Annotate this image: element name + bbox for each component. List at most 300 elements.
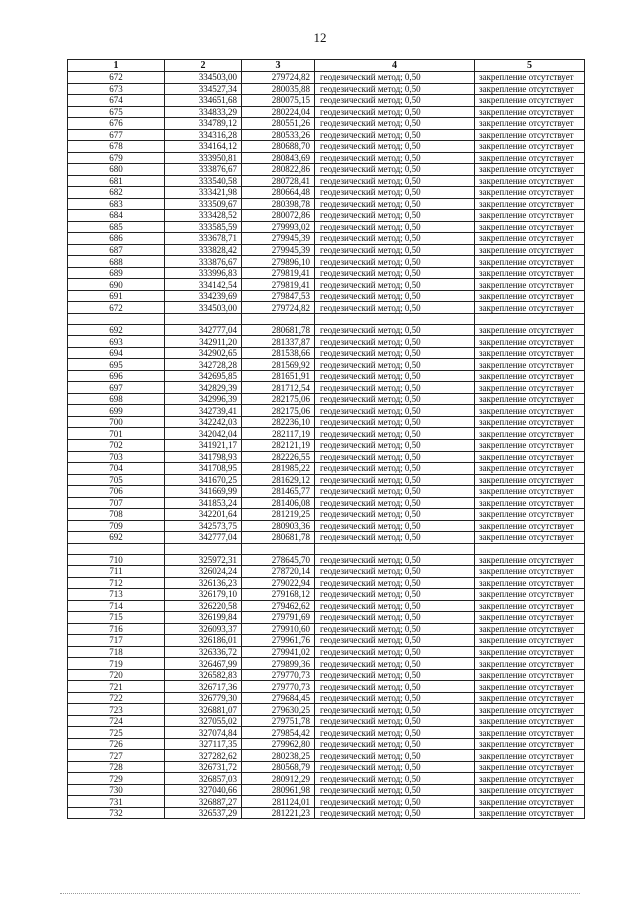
y-coordinate-cell: 280238,25 <box>242 750 315 762</box>
fixation-cell: закрепление отсутствует <box>475 784 585 796</box>
y-coordinate-cell: 281219,25 <box>242 509 315 521</box>
y-coordinate-cell: 279022,94 <box>242 577 315 589</box>
method-cell: геодезический метод; 0,50 <box>315 347 475 359</box>
fixation-cell: закрепление отсутствует <box>475 554 585 566</box>
point-number-cell: 692 <box>68 532 165 544</box>
y-coordinate-cell: 281985,22 <box>242 463 315 475</box>
table-row <box>68 681 585 693</box>
x-coordinate-cell: 342242,03 <box>165 416 242 428</box>
point-number-cell: 729 <box>68 773 165 785</box>
point-number-cell: 678 <box>68 141 165 153</box>
table-row <box>68 187 585 199</box>
point-number-cell: 672 <box>68 72 165 84</box>
fixation-cell: закрепление отсутствует <box>475 221 585 233</box>
x-coordinate-cell: 342829,39 <box>165 382 242 394</box>
method-cell: геодезический метод; 0,50 <box>315 807 475 819</box>
method-cell: геодезический метод; 0,50 <box>315 336 475 348</box>
fixation-cell: закрепление отсутствует <box>475 359 585 371</box>
table-row <box>68 554 585 566</box>
table-row <box>68 463 585 475</box>
point-number-cell: 715 <box>68 612 165 624</box>
table-row <box>68 646 585 658</box>
table-row <box>68 727 585 739</box>
table-row <box>68 279 585 291</box>
table-row <box>68 623 585 635</box>
x-coordinate-cell: 333996,83 <box>165 267 242 279</box>
fixation-cell: закрепление отсутствует <box>475 463 585 475</box>
y-coordinate-cell: 280075,15 <box>242 95 315 107</box>
point-number-cell: 697 <box>68 382 165 394</box>
x-coordinate-cell: 333678,71 <box>165 233 242 245</box>
page-number: 12 <box>313 30 327 45</box>
method-cell: геодезический метод; 0,50 <box>315 152 475 164</box>
x-coordinate-cell: 326779,30 <box>165 692 242 704</box>
y-coordinate-cell: 279854,42 <box>242 727 315 739</box>
method-cell: геодезический метод; 0,50 <box>315 244 475 256</box>
fixation-cell: закрепление отсутствует <box>475 164 585 176</box>
y-coordinate-cell: 280398,78 <box>242 198 315 210</box>
x-coordinate-cell: 326857,03 <box>165 773 242 785</box>
point-number-cell: 685 <box>68 221 165 233</box>
x-coordinate-cell: 342911,20 <box>165 336 242 348</box>
table-row <box>68 612 585 624</box>
fixation-cell: закрепление отсутствует <box>475 198 585 210</box>
table-row <box>68 773 585 785</box>
y-coordinate-cell: 279168,12 <box>242 589 315 601</box>
x-coordinate-cell: 342902,65 <box>165 347 242 359</box>
point-number-cell: 700 <box>68 416 165 428</box>
table-row <box>68 72 585 84</box>
table-row <box>68 221 585 233</box>
method-cell: геодезический метод; 0,50 <box>315 750 475 762</box>
y-coordinate-cell: 282175,06 <box>242 405 315 417</box>
table-row <box>68 669 585 681</box>
table-row <box>68 486 585 498</box>
fixation-cell: закрепление отсутствует <box>475 600 585 612</box>
y-coordinate-cell: 281629,12 <box>242 474 315 486</box>
x-coordinate-cell: 342573,75 <box>165 520 242 532</box>
point-number-cell: 682 <box>68 187 165 199</box>
method-cell: геодезический метод; 0,50 <box>315 577 475 589</box>
point-number-cell: 701 <box>68 428 165 440</box>
x-coordinate-cell: 333540,58 <box>165 175 242 187</box>
fixation-cell: закрепление отсутствует <box>475 577 585 589</box>
y-coordinate-cell: 279770,73 <box>242 669 315 681</box>
method-cell: геодезический метод; 0,50 <box>315 727 475 739</box>
method-cell: геодезический метод; 0,50 <box>315 509 475 521</box>
method-cell: геодезический метод; 0,50 <box>315 370 475 382</box>
x-coordinate-cell: 326179,10 <box>165 589 242 601</box>
y-coordinate-cell: 280822,86 <box>242 164 315 176</box>
empty-cell <box>165 543 242 554</box>
point-number-cell: 716 <box>68 623 165 635</box>
x-coordinate-cell: 326024,24 <box>165 566 242 578</box>
table-row <box>68 336 585 348</box>
fixation-cell: закрепление отсутствует <box>475 715 585 727</box>
table-row <box>68 474 585 486</box>
table-row <box>68 152 585 164</box>
table-row <box>68 118 585 130</box>
method-cell: геодезический метод; 0,50 <box>315 290 475 302</box>
method-cell: геодезический метод; 0,50 <box>315 221 475 233</box>
x-coordinate-cell: 326093,37 <box>165 623 242 635</box>
point-number-cell: 728 <box>68 761 165 773</box>
point-number-cell: 707 <box>68 497 165 509</box>
fixation-cell: закрепление отсутствует <box>475 210 585 222</box>
x-coordinate-cell: 326582,83 <box>165 669 242 681</box>
table-row <box>68 439 585 451</box>
table-row <box>68 175 585 187</box>
y-coordinate-cell: 280681,78 <box>242 324 315 336</box>
x-coordinate-cell: 326881,07 <box>165 704 242 716</box>
method-cell: геодезический метод; 0,50 <box>315 324 475 336</box>
y-coordinate-cell: 279993,02 <box>242 221 315 233</box>
method-cell: геодезический метод; 0,50 <box>315 532 475 544</box>
table-row <box>68 589 585 601</box>
point-number-cell: 696 <box>68 370 165 382</box>
coordinates-table <box>67 59 585 819</box>
point-number-cell: 726 <box>68 738 165 750</box>
method-cell: геодезический метод; 0,50 <box>315 233 475 245</box>
x-coordinate-cell: 326220,58 <box>165 600 242 612</box>
table-row <box>68 324 585 336</box>
method-cell: геодезический метод; 0,50 <box>315 405 475 417</box>
x-coordinate-cell: 342996,39 <box>165 393 242 405</box>
method-cell: геодезический метод; 0,50 <box>315 83 475 95</box>
y-coordinate-cell: 280961,98 <box>242 784 315 796</box>
table-row <box>68 577 585 589</box>
table-row <box>68 382 585 394</box>
x-coordinate-cell: 333828,42 <box>165 244 242 256</box>
point-number-cell: 727 <box>68 750 165 762</box>
method-cell: геодезический метод; 0,50 <box>315 106 475 118</box>
table-row <box>68 106 585 118</box>
fixation-cell: закрепление отсутствует <box>475 129 585 141</box>
y-coordinate-cell: 278645,70 <box>242 554 315 566</box>
x-coordinate-cell: 326537,29 <box>165 807 242 819</box>
x-coordinate-cell: 342042,04 <box>165 428 242 440</box>
y-coordinate-cell: 279896,10 <box>242 256 315 268</box>
fixation-cell: закрепление отсутствует <box>475 324 585 336</box>
x-coordinate-cell: 327055,02 <box>165 715 242 727</box>
fixation-cell: закрепление отсутствует <box>475 244 585 256</box>
empty-cell <box>68 313 165 324</box>
table-row <box>68 704 585 716</box>
fixation-cell: закрепление отсутствует <box>475 658 585 670</box>
method-cell: геодезический метод; 0,50 <box>315 681 475 693</box>
fixation-cell: закрепление отсутствует <box>475 279 585 291</box>
method-cell: геодезический метод; 0,50 <box>315 497 475 509</box>
fixation-cell: закрепление отсутствует <box>475 681 585 693</box>
point-number-cell: 672 <box>68 302 165 314</box>
method-cell: геодезический метод; 0,50 <box>315 715 475 727</box>
fixation-cell: закрепление отсутствует <box>475 347 585 359</box>
y-coordinate-cell: 280843,69 <box>242 152 315 164</box>
x-coordinate-cell: 334503,00 <box>165 72 242 84</box>
method-cell: геодезический метод; 0,50 <box>315 393 475 405</box>
table-row <box>68 566 585 578</box>
point-number-cell: 687 <box>68 244 165 256</box>
fixation-cell: закрепление отсутствует <box>475 370 585 382</box>
y-coordinate-cell: 280035,88 <box>242 83 315 95</box>
y-coordinate-cell: 280533,26 <box>242 129 315 141</box>
table-row <box>68 416 585 428</box>
table-row <box>68 347 585 359</box>
y-coordinate-cell: 279724,82 <box>242 72 315 84</box>
x-coordinate-cell: 326731,72 <box>165 761 242 773</box>
table-row <box>68 715 585 727</box>
x-coordinate-cell: 326186,01 <box>165 635 242 647</box>
fixation-cell: закрепление отсутствует <box>475 187 585 199</box>
x-coordinate-cell: 333876,67 <box>165 256 242 268</box>
fixation-cell: закрепление отсутствует <box>475 336 585 348</box>
x-coordinate-cell: 334789,12 <box>165 118 242 130</box>
table-row <box>68 393 585 405</box>
point-number-cell: 692 <box>68 324 165 336</box>
x-coordinate-cell: 342777,04 <box>165 532 242 544</box>
method-cell: геодезический метод; 0,50 <box>315 554 475 566</box>
fixation-cell: закрепление отсутствует <box>475 738 585 750</box>
x-coordinate-cell: 341921,17 <box>165 439 242 451</box>
method-cell: геодезический метод; 0,50 <box>315 623 475 635</box>
table-row <box>68 405 585 417</box>
group-separator-row <box>68 313 585 324</box>
point-number-cell: 689 <box>68 267 165 279</box>
y-coordinate-cell: 281712,54 <box>242 382 315 394</box>
x-coordinate-cell: 326199,84 <box>165 612 242 624</box>
method-cell: геодезический метод; 0,50 <box>315 669 475 681</box>
x-coordinate-cell: 342695,85 <box>165 370 242 382</box>
fixation-cell: закрепление отсутствует <box>475 532 585 544</box>
x-coordinate-cell: 333585,59 <box>165 221 242 233</box>
x-coordinate-cell: 334503,00 <box>165 302 242 314</box>
fixation-cell: закрепление отсутствует <box>475 267 585 279</box>
point-number-cell: 690 <box>68 279 165 291</box>
point-number-cell: 694 <box>68 347 165 359</box>
point-number-cell: 673 <box>68 83 165 95</box>
fixation-cell: закрепление отсутствует <box>475 646 585 658</box>
y-coordinate-cell: 279462,62 <box>242 600 315 612</box>
x-coordinate-cell: 327282,62 <box>165 750 242 762</box>
x-coordinate-cell: 334527,34 <box>165 83 242 95</box>
fixation-cell: закрепление отсутствует <box>475 405 585 417</box>
x-coordinate-cell: 327117,35 <box>165 738 242 750</box>
x-coordinate-cell: 333421,98 <box>165 187 242 199</box>
method-cell: геодезический метод; 0,50 <box>315 416 475 428</box>
y-coordinate-cell: 279684,45 <box>242 692 315 704</box>
y-coordinate-cell: 279847,53 <box>242 290 315 302</box>
point-number-cell: 684 <box>68 210 165 222</box>
table-row <box>68 267 585 279</box>
empty-cell <box>315 313 475 324</box>
method-cell: геодезический метод; 0,50 <box>315 439 475 451</box>
y-coordinate-cell: 280224,04 <box>242 106 315 118</box>
y-coordinate-cell: 281337,87 <box>242 336 315 348</box>
fixation-cell: закрепление отсутствует <box>475 509 585 521</box>
x-coordinate-cell: 342201,64 <box>165 509 242 521</box>
y-coordinate-cell: 280072,86 <box>242 210 315 222</box>
method-cell: геодезический метод; 0,50 <box>315 463 475 475</box>
y-coordinate-cell: 279961,76 <box>242 635 315 647</box>
fixation-cell: закрепление отсутствует <box>475 692 585 704</box>
method-cell: геодезический метод; 0,50 <box>315 164 475 176</box>
fixation-cell: закрепление отсутствует <box>475 773 585 785</box>
method-cell: геодезический метод; 0,50 <box>315 279 475 291</box>
y-coordinate-cell: 279941,02 <box>242 646 315 658</box>
method-cell: геодезический метод; 0,50 <box>315 600 475 612</box>
x-coordinate-cell: 333428,52 <box>165 210 242 222</box>
point-number-cell: 719 <box>68 658 165 670</box>
fixation-cell: закрепление отсутствует <box>475 256 585 268</box>
table-row <box>68 256 585 268</box>
fixation-cell: закрепление отсутствует <box>475 727 585 739</box>
x-coordinate-cell: 341708,95 <box>165 463 242 475</box>
point-number-cell: 731 <box>68 796 165 808</box>
point-number-cell: 691 <box>68 290 165 302</box>
x-coordinate-cell: 327074,84 <box>165 727 242 739</box>
method-cell: геодезический метод; 0,50 <box>315 118 475 130</box>
method-cell: геодезический метод; 0,50 <box>315 646 475 658</box>
x-coordinate-cell: 334142,54 <box>165 279 242 291</box>
point-number-cell: 674 <box>68 95 165 107</box>
x-coordinate-cell: 341798,93 <box>165 451 242 463</box>
fixation-cell: закрепление отсутствует <box>475 175 585 187</box>
fixation-cell: закрепление отсутствует <box>475 233 585 245</box>
method-cell: геодезический метод; 0,50 <box>315 187 475 199</box>
empty-cell <box>242 543 315 554</box>
y-coordinate-cell: 279899,36 <box>242 658 315 670</box>
table-row <box>68 497 585 509</box>
x-coordinate-cell: 327040,66 <box>165 784 242 796</box>
point-number-cell: 676 <box>68 118 165 130</box>
fixation-cell: закрепление отсутствует <box>475 106 585 118</box>
column-header: 4 <box>315 60 475 72</box>
y-coordinate-cell: 280688,70 <box>242 141 315 153</box>
method-cell: геодезический метод; 0,50 <box>315 589 475 601</box>
point-number-cell: 693 <box>68 336 165 348</box>
x-coordinate-cell: 326887,27 <box>165 796 242 808</box>
table-row <box>68 784 585 796</box>
group-separator-row <box>68 543 585 554</box>
method-cell: геодезический метод; 0,50 <box>315 141 475 153</box>
method-cell: геодезический метод; 0,50 <box>315 784 475 796</box>
fixation-cell: закрепление отсутствует <box>475 520 585 532</box>
y-coordinate-cell: 281651,91 <box>242 370 315 382</box>
y-coordinate-cell: 279630,25 <box>242 704 315 716</box>
table-row <box>68 635 585 647</box>
column-header: 3 <box>242 60 315 72</box>
point-number-cell: 709 <box>68 520 165 532</box>
fixation-cell: закрепление отсутствует <box>475 566 585 578</box>
method-cell: геодезический метод; 0,50 <box>315 761 475 773</box>
empty-cell <box>475 543 585 554</box>
empty-cell <box>242 313 315 324</box>
point-number-cell: 702 <box>68 439 165 451</box>
fixation-cell: закрепление отсутствует <box>475 439 585 451</box>
table-row <box>68 359 585 371</box>
table-row <box>68 198 585 210</box>
y-coordinate-cell: 280912,29 <box>242 773 315 785</box>
point-number-cell: 703 <box>68 451 165 463</box>
point-number-cell: 722 <box>68 692 165 704</box>
y-coordinate-cell: 279819,41 <box>242 267 315 279</box>
y-coordinate-cell: 279770,73 <box>242 681 315 693</box>
y-coordinate-cell: 279945,39 <box>242 233 315 245</box>
method-cell: геодезический метод; 0,50 <box>315 738 475 750</box>
fixation-cell: закрепление отсутствует <box>475 474 585 486</box>
table-row <box>68 302 585 314</box>
x-coordinate-cell: 326717,36 <box>165 681 242 693</box>
table-row <box>68 807 585 819</box>
fixation-cell: закрепление отсутствует <box>475 497 585 509</box>
y-coordinate-cell: 281124,01 <box>242 796 315 808</box>
table-row <box>68 532 585 544</box>
point-number-cell: 683 <box>68 198 165 210</box>
method-cell: геодезический метод; 0,50 <box>315 198 475 210</box>
x-coordinate-cell: 326467,99 <box>165 658 242 670</box>
point-number-cell: 680 <box>68 164 165 176</box>
point-number-cell: 705 <box>68 474 165 486</box>
y-coordinate-cell: 279962,80 <box>242 738 315 750</box>
table-row <box>68 129 585 141</box>
point-number-cell: 713 <box>68 589 165 601</box>
coordinates-table-container <box>67 59 584 819</box>
y-coordinate-cell: 278720,14 <box>242 566 315 578</box>
y-coordinate-cell: 279751,78 <box>242 715 315 727</box>
fixation-cell: закрепление отсутствует <box>475 83 585 95</box>
point-number-cell: 704 <box>68 463 165 475</box>
x-coordinate-cell: 342739,41 <box>165 405 242 417</box>
table-row <box>68 428 585 440</box>
column-header: 1 <box>68 60 165 72</box>
table-row <box>68 796 585 808</box>
method-cell: геодезический метод; 0,50 <box>315 428 475 440</box>
point-number-cell: 724 <box>68 715 165 727</box>
y-coordinate-cell: 281569,92 <box>242 359 315 371</box>
x-coordinate-cell: 334651,68 <box>165 95 242 107</box>
y-coordinate-cell: 282236,10 <box>242 416 315 428</box>
method-cell: геодезический метод; 0,50 <box>315 796 475 808</box>
table-row <box>68 164 585 176</box>
y-coordinate-cell: 279910,60 <box>242 623 315 635</box>
table-row <box>68 451 585 463</box>
y-coordinate-cell: 280664,48 <box>242 187 315 199</box>
y-coordinate-cell: 279724,82 <box>242 302 315 314</box>
table-row <box>68 738 585 750</box>
point-number-cell: 730 <box>68 784 165 796</box>
point-number-cell: 723 <box>68 704 165 716</box>
y-coordinate-cell: 282117,19 <box>242 428 315 440</box>
method-cell: геодезический метод; 0,50 <box>315 612 475 624</box>
fixation-cell: закрепление отсутствует <box>475 302 585 314</box>
x-coordinate-cell: 326136,23 <box>165 577 242 589</box>
fixation-cell: закрепление отсутствует <box>475 152 585 164</box>
fixation-cell: закрепление отсутствует <box>475 807 585 819</box>
method-cell: геодезический метод; 0,50 <box>315 267 475 279</box>
table-row <box>68 83 585 95</box>
y-coordinate-cell: 280568,79 <box>242 761 315 773</box>
fixation-cell: закрепление отсутствует <box>475 72 585 84</box>
method-cell: геодезический метод; 0,50 <box>315 704 475 716</box>
point-number-cell: 725 <box>68 727 165 739</box>
table-row <box>68 141 585 153</box>
x-coordinate-cell: 326336,72 <box>165 646 242 658</box>
x-coordinate-cell: 334239,69 <box>165 290 242 302</box>
point-number-cell: 711 <box>68 566 165 578</box>
method-cell: геодезический метод; 0,50 <box>315 658 475 670</box>
x-coordinate-cell: 333509,67 <box>165 198 242 210</box>
point-number-cell: 698 <box>68 393 165 405</box>
